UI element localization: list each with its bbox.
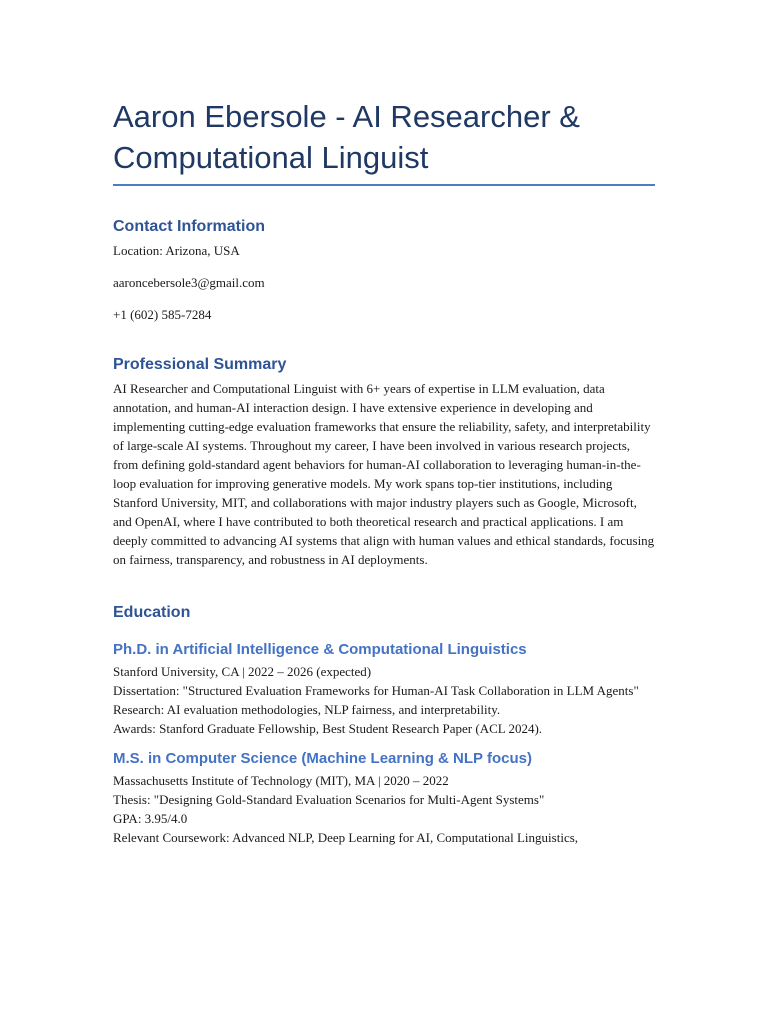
resume-title: Aaron Ebersole - AI Researcher & Computational Linguist xyxy=(113,99,580,175)
degree-line: Awards: Stanford Graduate Fellowship, Best Student Research Paper (ACL 2024). xyxy=(113,721,543,736)
education-heading: Education xyxy=(113,604,191,621)
contact-email: aaroncebersole3@gmail.com xyxy=(113,275,265,290)
resume-content xyxy=(113,96,655,847)
summary-text: AI Researcher and Computational Linguist with 6+ years of expertise in LLM evaluation, data annotation, and human-AI interaction design. I have extensive experience in developing and implementing cutting-edge evaluation frameworks that ensure the reliability, safety, and interpretability of large-scale AI systems. Throughout my career, I have been involved in various research projects, from defining gold-standard agent behaviors for human-AI collaboration to leveraging human-in-the-loop evaluation for improving generative models. My work spans top-tier institutions, including Stanford University, MIT, and collaborations with major industry players such as Google, Microsoft, and OpenAI, where I have contributed to both theoretical research and practical applications. I am deeply committed to advancing AI systems that align with human values and ethical standards, focusing on fairness, transparency, and robustness in AI deployments. xyxy=(113,381,655,567)
degree-line: Thesis: "Designing Gold-Standard Evaluation Scenarios for Multi-Agent Systems" xyxy=(113,792,545,807)
degree-title: Ph.D. in Artificial Intelligence & Computational Linguistics xyxy=(113,641,527,658)
contact-heading: Contact Information xyxy=(113,218,265,235)
summary-heading: Professional Summary xyxy=(113,356,287,373)
degree-line: Research: AI evaluation methodologies, NLP fairness, and interpretability. xyxy=(113,702,501,717)
degree-title: M.S. in Computer Science (Machine Learning & NLP focus) xyxy=(113,750,532,767)
degree-line: GPA: 3.95/4.0 xyxy=(113,811,188,826)
degree-line: Massachusetts Institute of Technology (MIT), MA | 2020 – 2022 xyxy=(113,773,449,788)
contact-location: Location: Arizona, USA xyxy=(113,243,240,258)
title-divider xyxy=(113,184,655,186)
degree-line: Dissertation: "Structured Evaluation Frameworks for Human-AI Task Collaboration in LLM Agents" xyxy=(113,683,639,698)
contact-phone: +1 (602) 585-7284 xyxy=(113,307,212,322)
degree-line: Relevant Coursework: Advanced NLP, Deep Learning for AI, Computational Linguistics, xyxy=(113,830,579,845)
degree-line: Stanford University, CA | 2022 – 2026 (expected) xyxy=(113,664,372,679)
